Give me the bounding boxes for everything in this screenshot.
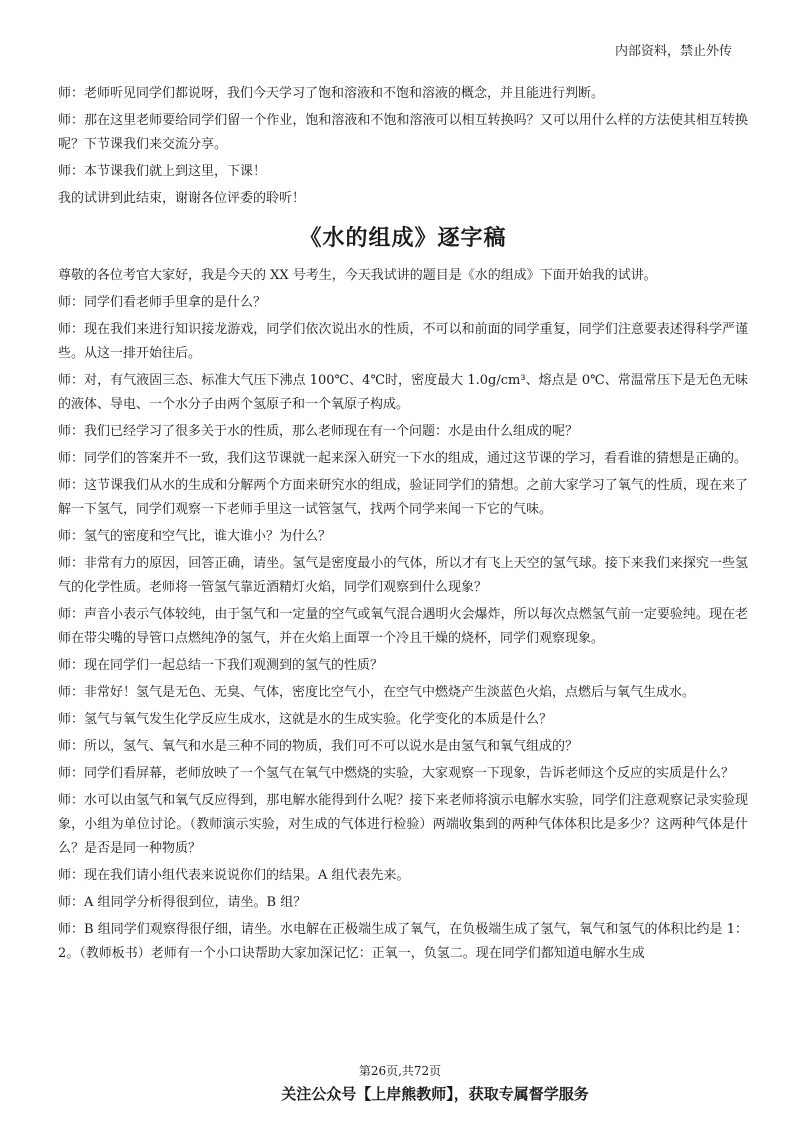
paragraph: 师：非常有力的原因，回答正确，请坐。氢气是密度最小的气体，所以才有飞上天空的氢气球。接下来我们来探究一些氢气的化学性质。老师将一管氢气靠近酒精灯火焰，同学们观察到什么现象？	[58, 556, 748, 595]
promo-footer: 关注公众号【上岸熊教师】，获取专属督学服务	[281, 1085, 589, 1103]
paragraph: 师：氢气的密度和空气比，谁大谁小？为什么？	[58, 529, 332, 544]
paragraph: 我的试讲到此结束，谢谢各位评委的聆听！	[58, 191, 306, 206]
paragraph: 师：同学们看老师手里拿的是什么？	[58, 295, 267, 310]
paragraph: 师：老师听见同学们都说呀，我们今天学习了饱和溶液和不饱和溶液的概念，并且能进行判断。	[58, 86, 605, 101]
paragraph: 师：这节课我们从水的生成和分解两个方面来研究水的组成，验证同学们的猜想。之前大家学习了氧气的性质，现在来了解一下氢气，同学们观察一下老师手里这一试管氢气，找两个同学来闻一下它的气味。	[58, 478, 748, 517]
paragraph: 师：所以，氢气、氧气和水是三种不同的物质，我们可不可以说水是由氢气和氧气组成的？	[58, 739, 579, 754]
paragraph: 师：现在同学们一起总结一下我们观测到的氢气的性质？	[58, 658, 384, 673]
paragraph: 师：对，有气液固三态、标准大气压下沸点 100℃、4℃时，密度最大 1.0g/cm³、熔点是 0℃、常温常压下是无色无味的液体、导电、一个水分子由两个氢原子和一个氧原子构成。	[58, 373, 748, 412]
paragraph: 师：同学们的答案并不一致，我们这节课就一起来深入研究一下水的组成，通过这节课的学习，看看谁的猜想是正确的。	[58, 451, 748, 466]
paragraph: 师：我们已经学习了很多关于水的性质，那么老师现在有一个问题：水是由什么组成的呢？	[58, 424, 579, 439]
paragraph: 师：本节课我们就上到这里，下课！	[58, 164, 267, 179]
paragraph: 师：那在这里老师要给同学们留一个作业，饱和溶液和不饱和溶液可以相互转换吗？又可以用什么样的方法使其相互转换呢？下节课我们来交流分享。	[58, 113, 748, 152]
confidential-note: 内部资料，禁止外传	[614, 44, 732, 59]
document-body	[58, 82, 748, 969]
paragraph: 师：水可以由氢气和氧气反应得到，那电解水能得到什么呢？接下来老师将演示电解水实验，同学们注意观察记录实验现象，小组为单位讨论。（教师演示实验，对生成的气体进行检验）两端收集到的两种气体体积比是多少？这两种气体是什么？是否是同一种物质？	[58, 793, 748, 856]
paragraph: 师：A 组同学分析得很到位，请坐。B 组？	[58, 895, 307, 910]
paragraph: 师：现在我们请小组代表来说说你们的结果。A 组代表先来。	[58, 868, 410, 883]
paragraph: 尊敬的各位考官大家好，我是今天的 XX 号考生，今天我试讲的题目是《水的组成》下面开始我的试讲。	[58, 268, 657, 283]
section-title: 《水的组成》逐字稿	[299, 225, 507, 251]
page-number: 第26页,共72页	[358, 1064, 442, 1078]
paragraph: 师：现在我们来进行知识接龙游戏，同学们依次说出水的性质，不可以和前面的同学重复，同学们注意要表述得科学严谨些。从这一排开始往后。	[58, 322, 748, 361]
paragraph: 师：非常好！氢气是无色、无臭、气体，密度比空气小，在空气中燃烧产生淡蓝色火焰，点燃后与氧气生成水。	[58, 685, 696, 700]
paragraph: 师：声音小表示气体较纯，由于氢气和一定量的空气或氧气混合遇明火会爆炸，所以每次点燃氢气前一定要验纯。现在老师在带尖嘴的导管口点燃纯净的氢气，并在火焰上面罩一个冷且干燥的烧杯，同学们观察现象。	[58, 607, 748, 646]
paragraph: 师：氢气与氧气发生化学反应生成水，这就是水的生成实验。化学变化的本质是什么？	[58, 712, 553, 727]
paragraph: 师：同学们看屏幕，老师放映了一个氢气在氧气中燃烧的实验，大家观察一下现象，告诉老师这个反应的实质是什么？	[58, 766, 735, 781]
paragraph: 师：B 组同学们观察得很仔细，请坐。水电解在正极端生成了氧气，在负极端生成了氢气，氧气和氢气的体积比约是 1：2。（教师板书）老师有一个小口诀帮助大家加深记忆：正氧一，负氢二。现在同学们都知道电解水生成	[58, 922, 748, 961]
